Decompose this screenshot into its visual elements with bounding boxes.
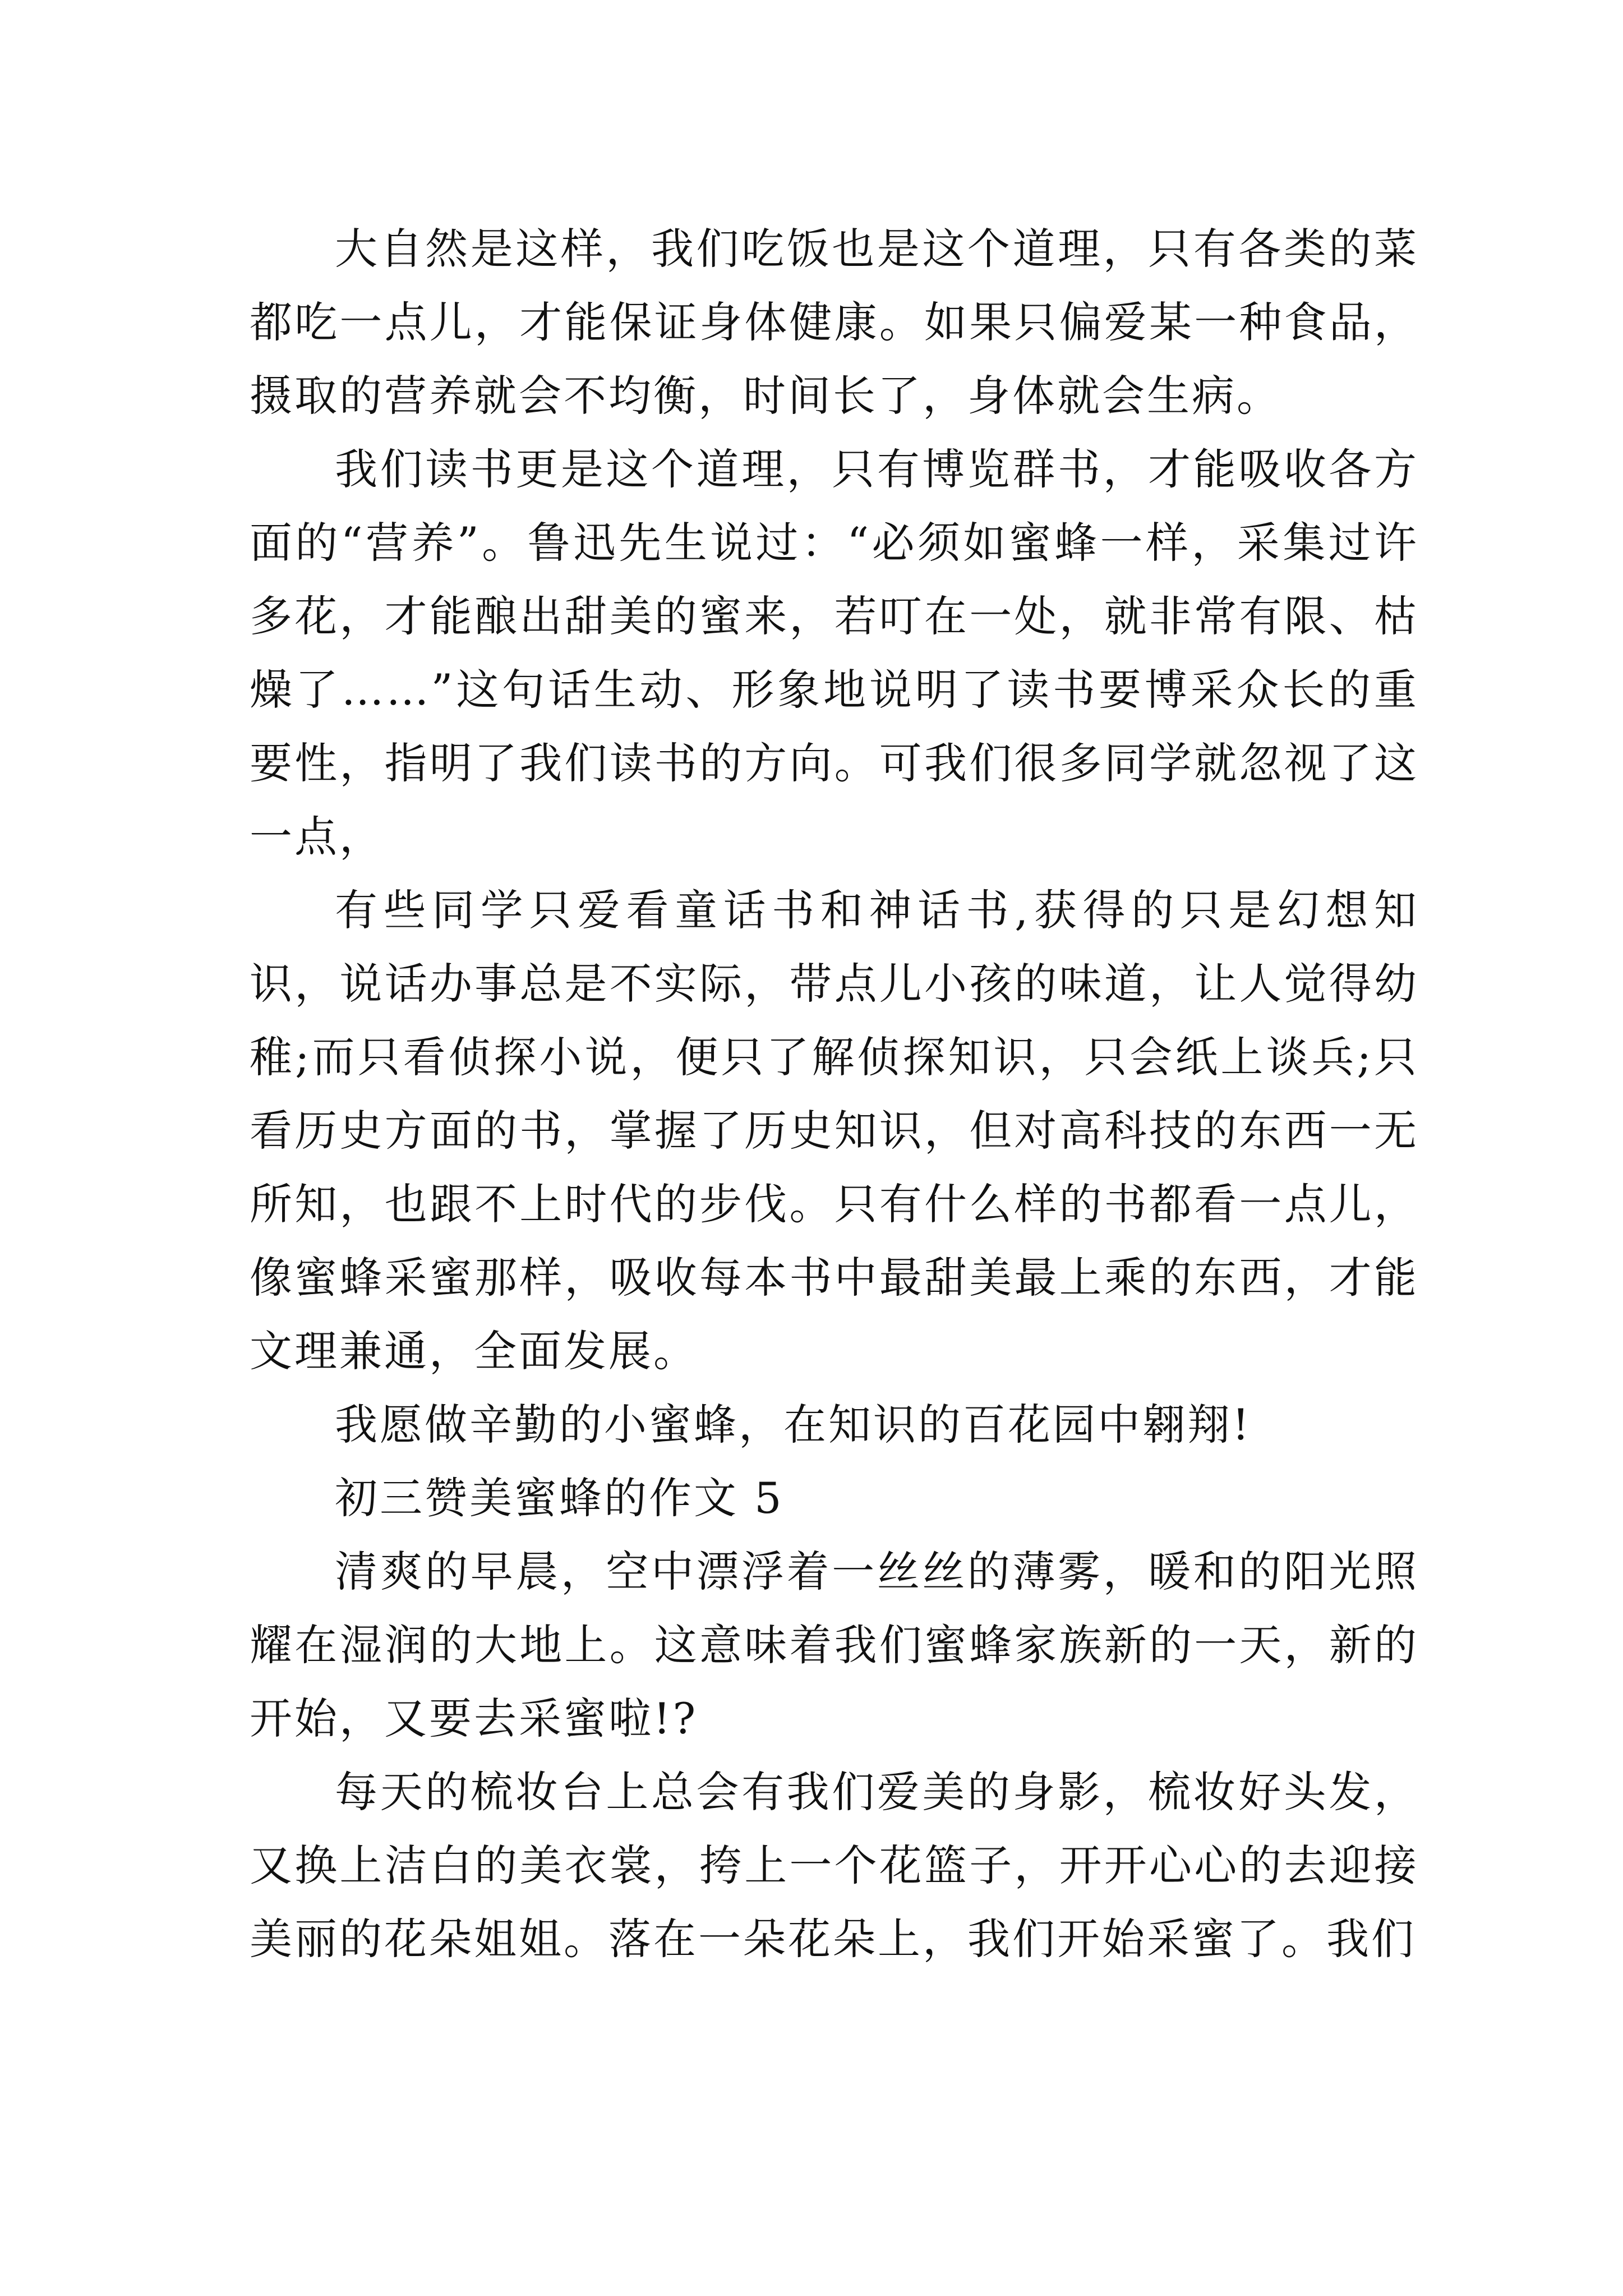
paragraph-reading-widely: 我们读书更是这个道理，只有博览群书，才能吸收各方面的“营养”。鲁迅先生说过：“必须如蜜蜂一样，采集过许多花，才能酿出甜美的蜜来，若叮在一处，就非常有限、枯燥了……”这句话生动、形象地说明了读书要博采众长的重要性，指明了我们读书的方向。可我们很多同学就忽视了这一点， [250, 444, 1419, 862]
paragraph-little-bee-wish: 我愿做辛勤的小蜜蜂，在知识的百花园中翱翔! [335, 1400, 1252, 1450]
paragraph-morning: 清爽的早晨，空中漂浮着一丝丝的薄雾，暖和的阳光照耀在湿润的大地上。这意味着我们蜜蜂家族新的一天，新的开始，又要去采蜜啦!? [250, 1547, 1419, 1743]
paragraph-students-reading-habits: 有些同学只爱看童话书和神话书,获得的只是幻想知识，说话办事总是不实际，带点儿小孩的味道，让人觉得幼稚;而只看侦探小说，便只了解侦探知识，只会纸上谈兵;只看历史方面的书，掌握了历史知识，但对高科技的东西一无所知，也跟不上时代的步伐。只有什么样的书都看一点儿，像蜜蜂采蜜那样，吸收每本书中最甜美最上乘的东西，才能文理兼通，全面发展。 [250, 885, 1419, 1376]
document-body [250, 212, 1419, 1976]
paragraph-nature-diet: 大自然是这样，我们吃饭也是这个道理，只有各类的菜都吃一点儿，才能保证身体健康。如果只偏爱某一种食品，摄取的营养就会不均衡，时间长了，身体就会生病。 [250, 224, 1419, 421]
paragraph-dressing-table: 每天的梳妆台上总会有我们爱美的身影，梳妆好头发，又换上洁白的美衣裳，挎上一个花篮子，开开心心的去迎接美丽的花朵姐姐。落在一朵花朵上，我们开始采蜜了。我们 [250, 1767, 1419, 1964]
essay-heading: 初三赞美蜜蜂的作文 5 [335, 1473, 784, 1523]
